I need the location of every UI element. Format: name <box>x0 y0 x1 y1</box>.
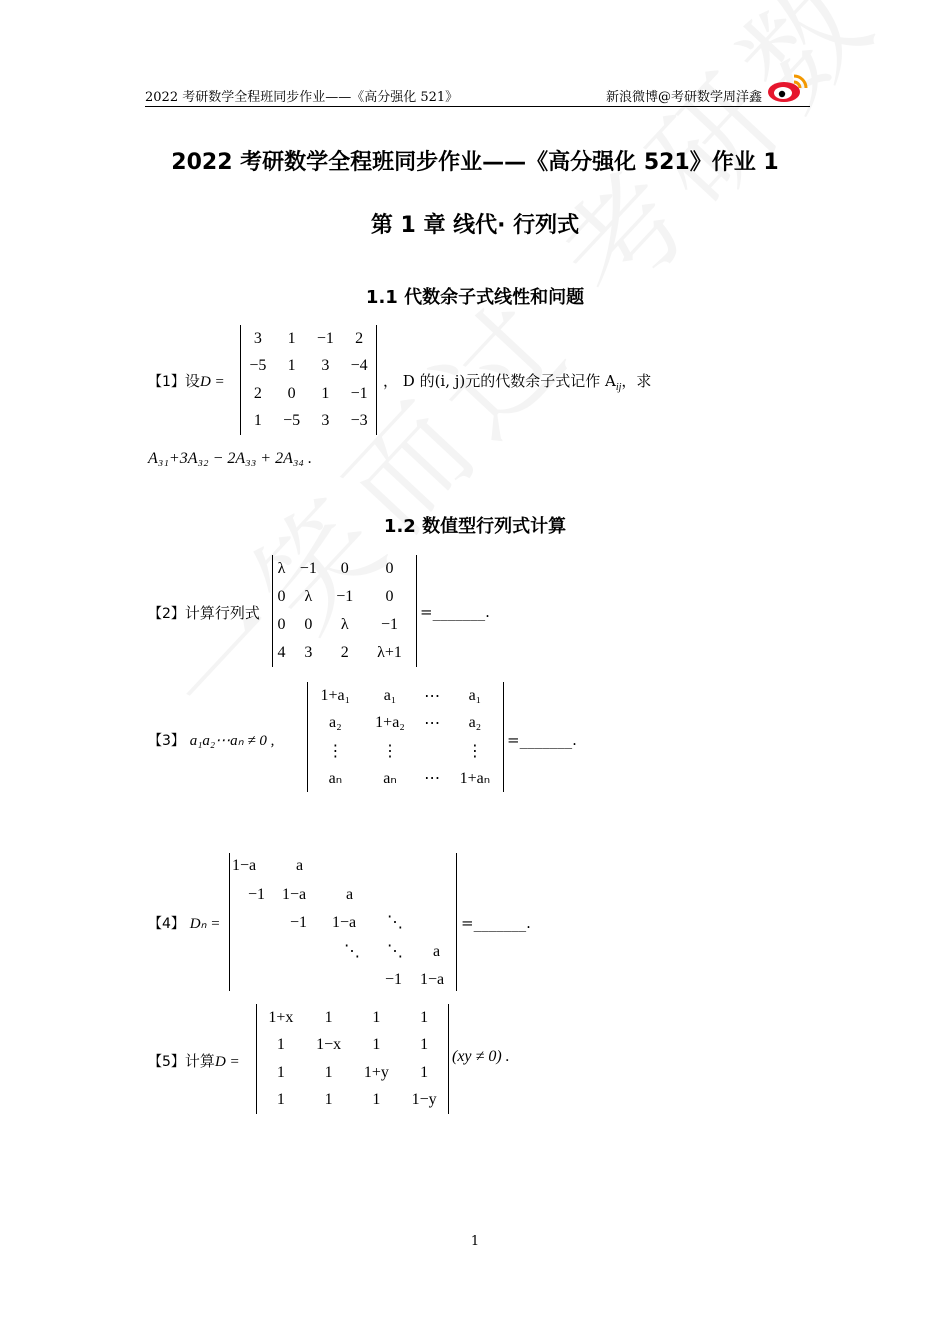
matrix-cell: ⋮ <box>382 742 399 760</box>
matrix-cell: λ+1 <box>377 644 402 661</box>
problem-2-answer-blank: =_______. <box>420 603 490 621</box>
matrix-cell: 1 <box>276 1063 285 1081</box>
matrix-cell: λ <box>340 616 349 633</box>
problem-5-condition: (xy ≠ 0) . <box>452 1048 510 1065</box>
p4-cell: 1−a <box>332 914 357 931</box>
matrix-cell: 1 <box>321 384 330 402</box>
matrix-cell: −3 <box>350 412 368 430</box>
matrix-cell: ⋯ <box>424 715 441 733</box>
matrix-cell: 3 <box>304 644 313 661</box>
weibo-logo-icon <box>766 70 810 104</box>
matrix-row <box>273 639 416 667</box>
matrix-row <box>241 408 376 436</box>
matrix-row <box>308 682 503 710</box>
problem-2-determinant <box>272 555 417 667</box>
matrix-row <box>308 710 503 738</box>
p4-cell: a <box>346 886 354 903</box>
problem-1-intro: 【1】设D = <box>148 372 225 390</box>
matrix-cell: a₂ <box>329 714 342 732</box>
p4-cell: ⋱ <box>387 943 403 960</box>
matrix-cell: 4 <box>277 644 286 661</box>
matrix-row <box>273 555 416 583</box>
matrix-cell: −5 <box>249 357 267 375</box>
matrix-cell: −1 <box>316 329 334 347</box>
matrix-cell: 1 <box>372 1008 381 1026</box>
matrix-cell: 1 <box>324 1091 333 1109</box>
matrix-row <box>308 765 503 793</box>
matrix-cell: 3 <box>321 412 330 430</box>
p4-cell: −1 <box>248 886 266 903</box>
matrix-cell: 0 <box>277 616 286 633</box>
matrix-cell: −1 <box>336 588 354 605</box>
matrix-cell: 2 <box>253 384 262 402</box>
matrix-row <box>257 1004 448 1032</box>
matrix-cell: 1 <box>287 357 296 375</box>
matrix-cell: 1+a₁ <box>320 686 351 704</box>
matrix-row <box>241 353 376 381</box>
matrix-cell: 1 <box>420 1008 429 1026</box>
section-title-1: 1.1 代数余子式线性和问题 <box>365 287 585 308</box>
matrix-cell: 1−y <box>411 1091 437 1109</box>
matrix-cell: −4 <box>350 357 368 375</box>
problem-3-intro: 【3】 a₁a₂⋯aₙ ≠ 0 , <box>148 733 275 749</box>
problem-4-determinant <box>229 853 457 991</box>
matrix-cell: 1 <box>420 1063 429 1081</box>
section-title-2: 1.2 数值型行列式计算 <box>383 516 567 537</box>
matrix-cell: a₁ <box>468 686 482 704</box>
matrix-cell: −1 <box>380 616 398 633</box>
matrix-cell: 3 <box>253 329 262 347</box>
matrix-cell: 1−x <box>316 1036 342 1054</box>
matrix-cell: λ <box>304 588 313 605</box>
problem-1-description: ， D 的(i, j)元的代数余子式记作 $A_{ij}$，求 <box>383 372 652 393</box>
matrix-cell: −5 <box>283 412 301 430</box>
matrix-row <box>241 325 376 353</box>
header-course-title: 2022 考研数学全程班同步作业——《高分强化 521》 <box>145 90 459 105</box>
problem-3-determinant <box>307 682 504 792</box>
p4-cell: 1−a <box>232 857 257 874</box>
matrix-cell: 1 <box>276 1091 285 1109</box>
p4-cell: ⋱ <box>344 943 360 960</box>
matrix-cell: 0 <box>340 560 349 577</box>
matrix-cell: 0 <box>385 588 394 605</box>
matrix-cell: a₂ <box>468 714 482 732</box>
problem-4-answer-blank: =_______. <box>461 914 531 932</box>
matrix-cell <box>417 737 446 765</box>
matrix-cell: a₁ <box>383 686 397 704</box>
header-weibo-account: 新浪微博@考研数学周洋鑫 <box>605 90 762 105</box>
matrix-cell: 1+x <box>268 1008 294 1026</box>
matrix-row <box>241 380 376 408</box>
p4-cell: ⋱ <box>387 914 403 931</box>
problem-5-intro: 【5】计算D = <box>148 1052 240 1070</box>
matrix-cell: 2 <box>355 329 364 347</box>
problem-2-intro: 【2】计算行列式 <box>148 604 260 622</box>
p4-cell: 1−a <box>420 971 445 988</box>
matrix-row <box>273 583 416 611</box>
problem-1-determinant <box>240 325 377 435</box>
matrix-cell: aₙ <box>328 770 343 788</box>
matrix-cell: 1 <box>420 1036 429 1054</box>
matrix-cell: ⋯ <box>424 687 441 705</box>
matrix-cell: ⋯ <box>424 770 441 788</box>
page-number: 1 <box>470 1234 480 1249</box>
matrix-cell: 3 <box>321 357 330 375</box>
matrix-cell: λ <box>277 560 286 577</box>
matrix-cell: 2 <box>340 644 349 661</box>
matrix-cell: 1 <box>253 412 262 430</box>
matrix-row <box>257 1059 448 1087</box>
chapter-title: 第 1 章 线代· 行列式 <box>370 213 580 238</box>
matrix-cell: 0 <box>277 588 286 605</box>
matrix-cell: 0 <box>287 384 296 402</box>
problem-3-answer-blank: =_______. <box>507 731 577 749</box>
problem-4-intro: 【4】 Dₙ = <box>148 916 221 932</box>
problem-1-expression: A₃₁+3A₃₂ − 2A₃₃ + 2A₃₄ . <box>148 450 312 467</box>
matrix-row <box>308 737 503 765</box>
problem-5-determinant <box>256 1004 449 1114</box>
p4-cell: a <box>433 943 441 960</box>
matrix-cell: 1 <box>287 329 296 347</box>
matrix-cell: 1+aₙ <box>459 770 491 788</box>
matrix-cell: 0 <box>304 616 313 633</box>
matrix-row <box>257 1087 448 1115</box>
p4-cell: −1 <box>385 971 403 988</box>
matrix-cell: 1 <box>372 1036 381 1054</box>
matrix-cell: 1 <box>372 1091 381 1109</box>
p4-cell: a <box>296 857 304 874</box>
page-header <box>145 70 810 107</box>
matrix-cell: −1 <box>299 560 317 577</box>
matrix-cell: 1 <box>324 1008 333 1026</box>
matrix-cell: ⋮ <box>466 742 483 760</box>
matrix-cell: 0 <box>385 560 394 577</box>
matrix-row <box>257 1032 448 1060</box>
document-title: 2022 考研数学全程班同步作业——《高分强化 521》作业 1 <box>171 150 779 175</box>
matrix-cell: −1 <box>350 384 368 402</box>
matrix-cell: 1 <box>324 1063 333 1081</box>
p4-cell: −1 <box>290 914 308 931</box>
p4-cell: 1−a <box>282 886 307 903</box>
matrix-cell: aₙ <box>383 770 397 788</box>
matrix-row <box>273 611 416 639</box>
matrix-cell: ⋮ <box>327 742 344 760</box>
matrix-cell: 1+y <box>363 1063 389 1081</box>
matrix-cell: 1 <box>276 1036 285 1054</box>
matrix-cell: 1+a₂ <box>375 714 405 732</box>
